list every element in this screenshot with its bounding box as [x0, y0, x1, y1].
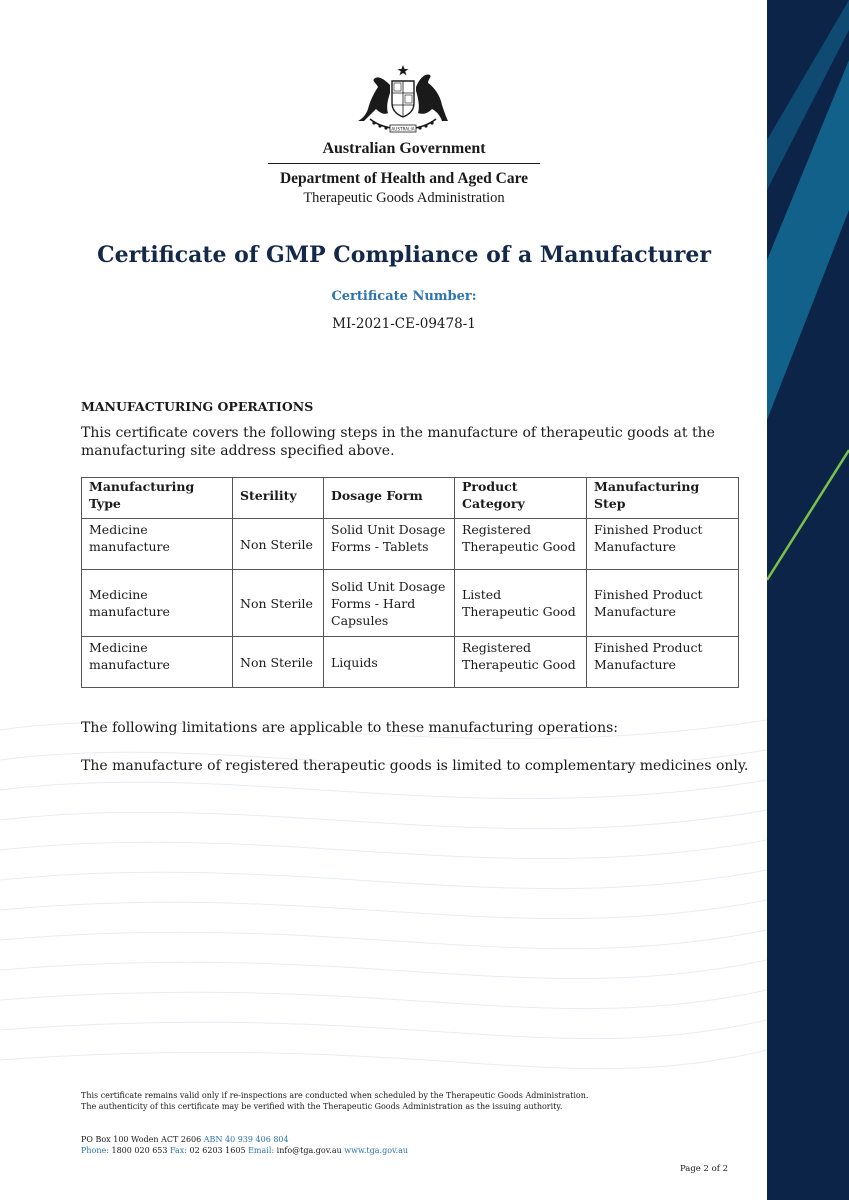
column-header: Product Category [455, 478, 587, 519]
operations-table [81, 477, 739, 688]
table-cell: Medicine manufacture [82, 570, 233, 637]
table-row [82, 519, 739, 570]
table-cell: Medicine manufacture [82, 519, 233, 570]
table-header-row [82, 478, 739, 519]
certificate-number: MI-2021-CE-09478-1 [332, 316, 476, 332]
table-cell: Solid Unit Dosage Forms - Hard Capsules [324, 570, 455, 637]
column-header: Manufacturing Type [82, 478, 233, 519]
section-heading: MANUFACTURING OPERATIONS [81, 399, 314, 414]
limitations-intro: The following limitations are applicable to these manufacturing operations: [81, 720, 618, 736]
fax-number: 02 6203 1605 [189, 1146, 246, 1155]
email-label: Email: [248, 1146, 275, 1155]
postal-line [81, 1134, 581, 1145]
column-header: Sterility [233, 478, 324, 519]
crest-motto: AUSTRALIA [391, 126, 415, 132]
operations-intro: This certificate covers the following steps in the manufacture of therapeutic goods at the manufacturing site address specified above. [81, 425, 715, 459]
coat-of-arms-crest-icon [356, 63, 450, 135]
table-cell: Finished Product Manufacture [587, 637, 739, 688]
table-cell: Listed Therapeutic Good [455, 570, 587, 637]
table-cell: Finished Product Manufacture [587, 570, 739, 637]
contact-line [81, 1145, 581, 1156]
validity-statement: This certificate remains valid only if re-inspections are conducted when scheduled by the Therapeutic Goods Administration. [81, 1091, 589, 1100]
department-name: Department of Health and Aged Care [279, 170, 529, 187]
table-cell: Registered Therapeutic Good [455, 519, 587, 570]
certificate-number-label: Certificate Number: [331, 289, 477, 304]
table-cell: Registered Therapeutic Good [455, 637, 587, 688]
authenticity-statement: The authenticity of this certificate may be verified with the Therapeutic Goods Administration as the issuing authority. [81, 1102, 563, 1111]
column-header: Manufacturing Step [587, 478, 739, 519]
table-cell: Non Sterile [233, 519, 324, 570]
page-number: Page 2 of 2 [679, 1164, 728, 1174]
header-divider [268, 163, 540, 164]
table-row [82, 570, 739, 637]
phone-number: 1800 020 653 [111, 1146, 168, 1155]
footer-note [81, 1090, 741, 1112]
table-cell: Non Sterile [233, 637, 324, 688]
abn: ABN 40 939 406 804 [203, 1135, 289, 1144]
agency-name: Therapeutic Goods Administration [303, 190, 505, 206]
table-cell: Liquids [324, 637, 455, 688]
side-decoration-band [767, 0, 849, 1200]
column-header: Dosage Form [324, 478, 455, 519]
government-name: Australian Government [322, 140, 486, 157]
table-cell: Medicine manufacture [82, 637, 233, 688]
table-cell: Non Sterile [233, 570, 324, 637]
limitations-text: The manufacture of registered therapeutic goods is limited to complementary medicines only. [81, 758, 749, 774]
postal-address: PO Box 100 Woden ACT 2606 [81, 1135, 202, 1144]
table-cell: Solid Unit Dosage Forms - Tablets [324, 519, 455, 570]
fax-label: Fax: [170, 1146, 187, 1155]
email-link[interactable]: info@tga.gov.au [276, 1146, 342, 1155]
table-row [82, 637, 739, 688]
certificate-title: Certificate of GMP Compliance of a Manufacturer [97, 242, 711, 268]
wave-background [0, 690, 767, 1110]
website-link[interactable]: www.tga.gov.au [344, 1146, 409, 1155]
footer-contact [81, 1134, 581, 1156]
table-cell: Finished Product Manufacture [587, 519, 739, 570]
phone-label: Phone: [81, 1146, 109, 1155]
